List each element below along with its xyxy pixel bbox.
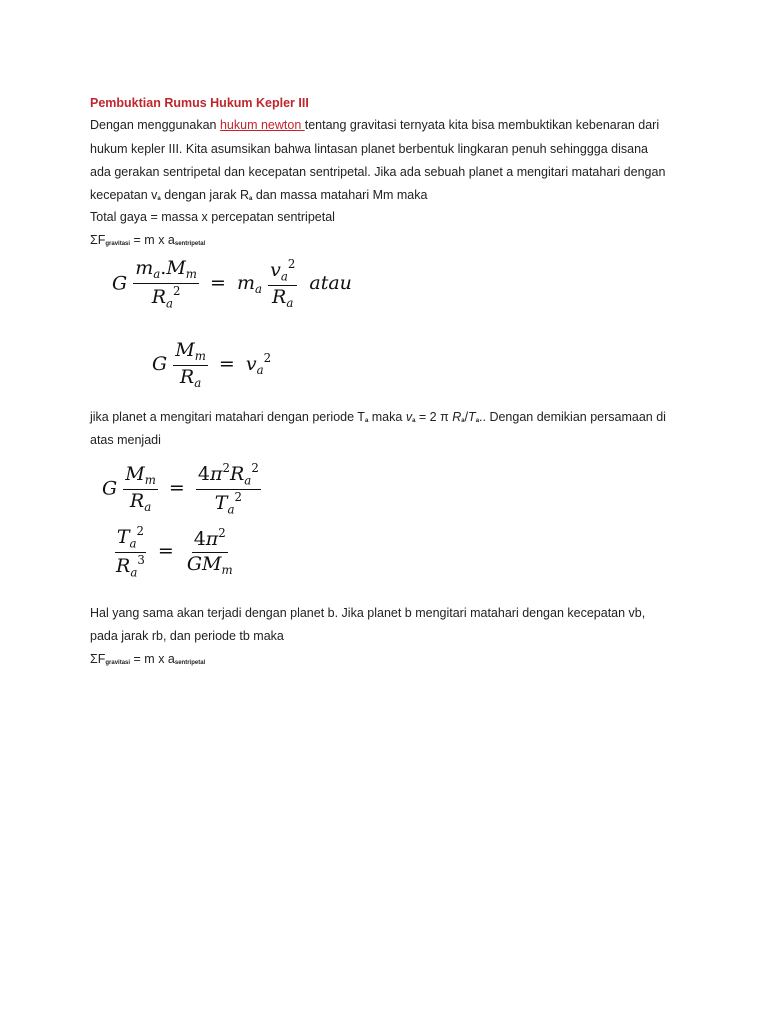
text-span: / [464,410,469,424]
text-span: R [452,410,462,424]
page-title: Pembuktian Rumus Hukum Kepler III [90,96,309,110]
paragraph-1-line-3: ada gerakan sentripetal dan kecepatan sentripetal. Jika ada sebuah planet a mengitari matahari dengan [90,165,666,179]
subscript: a [461,418,465,424]
subscript: gravitasi [105,241,131,247]
paragraph-2-line-1 [90,406,666,433]
paragraph-2-line-2: atas menjadi [90,433,161,447]
paragraph-3-line-1: Hal yang sama akan terjadi dengan planet b. Jika planet b mengitari matahari dengan kecepatan vb, [90,606,646,620]
subscript: sentripetal [174,660,206,666]
text-span: v [405,410,413,424]
equation-2: G $\frac{M_m}{R_a}$ = $v_a^2$ [152,339,272,390]
subscript: a [157,196,161,202]
text-span: ΣF [90,233,106,247]
paragraph-1-line-1 [90,114,659,137]
subscript: sentripetal [174,241,206,247]
text-span: = m x a [130,233,175,247]
sum-force-line-2 [90,648,205,675]
text-span: Dengan menggunakan [90,118,220,132]
text-span: tentang gravitasi ternyata kita bisa membuktikan kebenaran dari [304,118,660,132]
text-span: ΣF [90,652,106,666]
subscript: a [249,196,253,202]
text-span: kecepatan v [90,188,158,202]
subscript: gravitasi [105,660,131,666]
equation-1: G $\frac{m_a.M_m}{R_a^2}$ = $m_a$ $\frac{v_a^2}{R_a}$ atau [112,257,352,310]
equation-4: $\frac{T_a^2}{R_a^3}$ = $\frac{4\pi^2}{GM_m}$ [116,524,233,580]
paragraph-1-line-5: Total gaya = massa x percepatan sentripetal [90,210,335,224]
text-span: dan massa matahari Mm maka [252,188,428,202]
subscript: a [412,418,416,424]
subscript: a [364,418,369,424]
paragraph-1-line-2: hukum kepler III. Kita asumsikan bahwa lintasan planet berbentuk lingkaran penuh sehinggga disana [90,142,649,156]
text-span: T [468,410,476,424]
text-span: maka [368,410,406,424]
paragraph-3-line-2: pada jarak rb, dan periode tb maka [90,629,284,643]
text-span: jika planet a mengitari matahari dengan periode T [90,410,365,424]
text-span: = 2 π [415,410,453,424]
hukum-newton-link[interactable]: hukum newton [219,118,305,132]
word-or: atau [309,272,352,295]
text-span: .. Dengan demikian persamaan di [479,410,666,424]
text-span: = m x a [130,652,175,666]
subscript: a [475,418,480,424]
equation-3: G $\frac{M_m}{R_a}$ = $\frac{4\pi^2R_a^2}{T_a^2}$ [102,461,259,517]
text-span: dengan jarak R [160,188,250,202]
sum-force-line [90,229,205,256]
